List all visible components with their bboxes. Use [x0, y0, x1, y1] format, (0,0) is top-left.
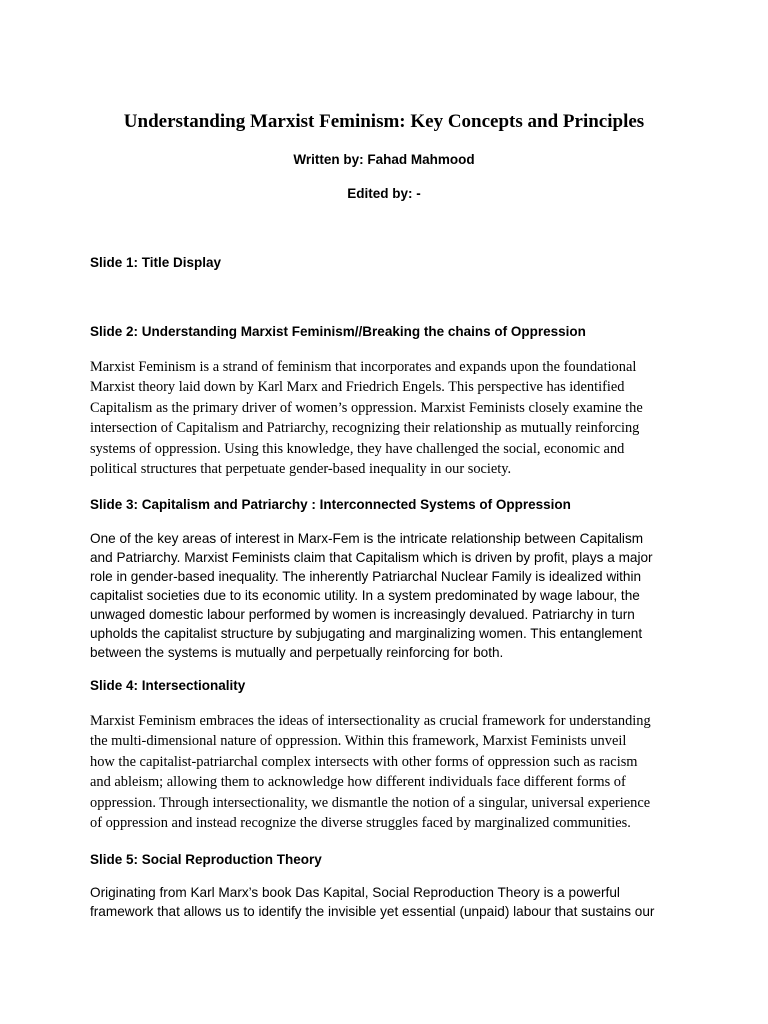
paragraph-line: Capitalism as the primary driver of women’s oppression. Marxist Feminists closely examine the — [90, 399, 643, 416]
document-title: Understanding Marxist Feminism: Key Concepts and Principles — [123, 111, 645, 132]
paragraph-line: framework that allows us to identify the invisible yet essential (unpaid) labour that sustains our — [90, 904, 655, 919]
slide-2-paragraph — [90, 357, 690, 479]
paragraph-line: Marxist Feminism is a strand of feminism that incorporates and expands upon the foundational — [90, 359, 637, 375]
paragraph-line: One of the key areas of interest in Marx-Fem is the intricate relationship between Capitalism — [90, 531, 644, 546]
slide-3-heading: Slide 3: Capitalism and Patriarchy : Interconnected Systems of Oppression — [90, 497, 571, 512]
paragraph-line: Marxist Feminism embraces the ideas of intersectionality as crucial framework for understanding — [90, 713, 651, 729]
paragraph-line: political structures that perpetuate gender-based inequality in our society. — [90, 461, 512, 478]
slide-5-paragraph — [90, 883, 690, 921]
paragraph-line: oppression. Through intersectionality, we dismantle the notion of a singular, universal experience — [90, 794, 651, 811]
slide-4-paragraph — [90, 711, 690, 833]
slide-1-heading: Slide 1: Title Display — [90, 255, 222, 270]
slide-4-heading: Slide 4: Intersectionality — [90, 678, 246, 693]
paragraph-line: systems of oppression. Using this knowledge, they have challenged the social, economic and — [90, 440, 625, 457]
paragraph-line: the multi-dimensional nature of oppression. Within this framework, Marxist Feminists unveil — [90, 733, 627, 750]
paragraph-line: Originating from Karl Marx’s book Das Kapital, Social Reproduction Theory is a powerful — [90, 885, 620, 900]
paragraph-line: how the capitalist-patriarchal complex intersects with other forms of oppression such as racism — [90, 753, 638, 770]
paragraph-line: and ableism; allowing them to acknowledge how different individuals face different forms of — [90, 774, 626, 791]
paragraph-line: Marxist theory laid down by Karl Marx and Friedrich Engels. This perspective has identified — [90, 379, 625, 396]
editor-byline: Edited by: - — [347, 186, 421, 201]
paragraph-line: of oppression and instead recognize the diverse struggles faced by marginalized communities. — [90, 815, 631, 832]
slide-3-paragraph — [90, 529, 690, 662]
paragraph-line: upholds the capitalist structure by subjugating and marginalizing women. This entanglement — [90, 626, 643, 641]
paragraph-line: intersection of Capitalism and Patriarchy, recognizing their relationship as mutually reinforcing — [90, 420, 640, 437]
paragraph-line: and Patriarchy. Marxist Feminists claim that Capitalism which is driven by profit, plays a major — [90, 550, 653, 565]
paragraph-line: role in gender-based inequality. The inherently Patriarchal Nuclear Family is idealized within — [90, 569, 642, 584]
slide-2-heading: Slide 2: Understanding Marxist Feminism//Breaking the chains of Oppression — [90, 324, 586, 339]
author-byline: Written by: Fahad Mahmood — [293, 152, 475, 167]
paragraph-line: capitalist societies due to its economic utility. In a system predominated by wage labour, the — [90, 588, 640, 603]
paragraph-line: unwaged domestic labour performed by women is increasingly devalued. Patriarchy in turn — [90, 607, 635, 622]
slide-5-heading: Slide 5: Social Reproduction Theory — [90, 852, 322, 867]
paragraph-line: between the systems is mutually and perpetually reinforcing for both. — [90, 645, 504, 660]
